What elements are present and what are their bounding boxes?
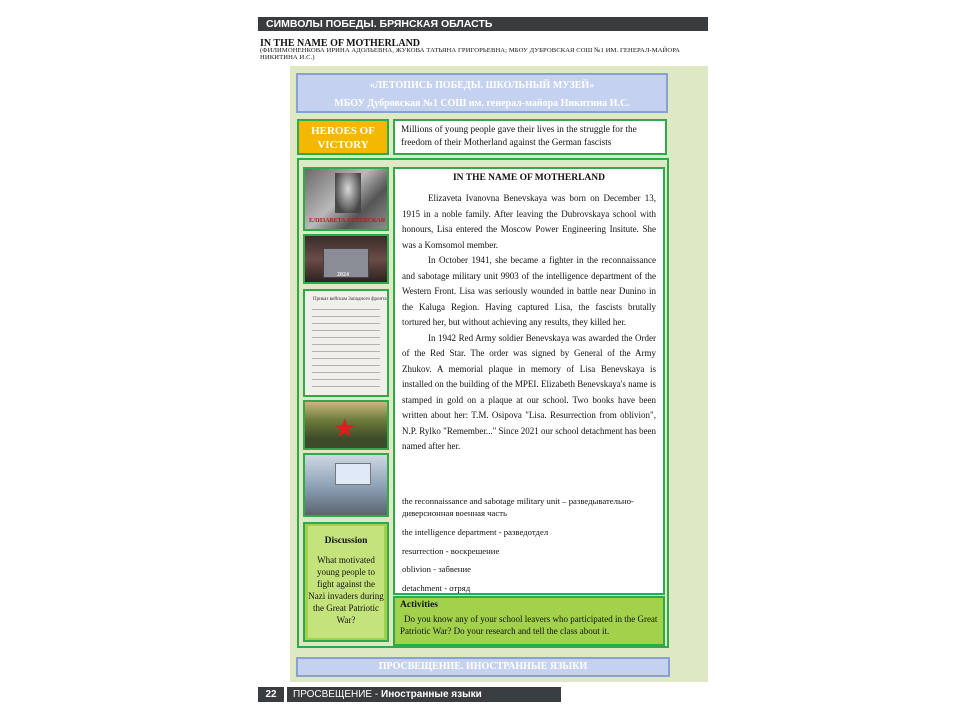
banner-line-1: «ЛЕТОПИСЬ ПОБЕДЫ. ШКОЛЬНЫЙ МУЗЕЙ» <box>369 80 595 91</box>
discussion-inner <box>308 526 384 638</box>
plaque-caption: 2024 <box>337 272 349 278</box>
section-header: СИМВОЛЫ ПОБЕДЫ. БРЯНСКАЯ ОБЛАСТЬ <box>258 17 708 31</box>
discussion-box <box>303 522 389 642</box>
document-text-lines <box>312 309 380 389</box>
activities-title: Activities <box>400 600 438 610</box>
portrait-photo <box>303 167 389 231</box>
document-heading: Приказ войскам Западного фронта <box>313 297 387 302</box>
discussion-text: What motivated young people to fight against the Nazi invaders during the Great Patriotic War? <box>308 555 384 625</box>
vocab-item: detachment - отряд <box>402 583 471 594</box>
vocab-item: the intelligence department - разведотдел <box>402 526 549 537</box>
footer-strip-left: ПРОСВЕЩЕНИЕ - <box>293 689 381 700</box>
paragraph-2: In October 1941, she became a fighter in the reconnaissance and sabotage military unit 9903 of the intelligence department of the Western Front. Lisa was seriously wounded in battle near Dunino in the Kaluga Region. Having captured Lisa, the fascists brutally tortured her, but without achieving any results, they killed her. <box>402 255 656 327</box>
discussion-title: Discussion <box>324 536 368 546</box>
page-number: 22 <box>258 687 284 702</box>
main-text-box <box>393 167 665 595</box>
footer-strip <box>287 687 561 702</box>
vocab-item: oblivion - забвение <box>402 564 471 575</box>
classroom-photo <box>303 453 389 517</box>
portrait-caption: ЕЛИЗАВЕТА БЕНЕВСКАЯ <box>309 218 386 224</box>
activities-text: Do you know any of your school leavers who participated in the Great Patriotic War? Do your research and tell the class about it. <box>400 614 658 636</box>
heroes-label: HEROES OF VICTORY <box>297 119 389 155</box>
museum-banner <box>296 73 668 113</box>
star-icon: ★ <box>333 414 357 443</box>
main-title: IN THE NAME OF MOTHERLAND <box>452 173 605 183</box>
vocab-item: the reconnaissance and sabotage military unit – разведывательно-диверсионная военная часть <box>402 496 634 518</box>
activities-box <box>393 596 665 646</box>
article-authors: (ФИЛИМОНЕНКОВА ИРИНА АДОЛЬЕВНА, ЖУКОВА ТАТЬЯНА ГРИГОРЬЕВНА; МБОУ ДУБРОВСКАЯ СОШ №1 ИМ. ГЕНЕРАЛ-МАЙОРА НИКИТИНА И.С.) <box>260 47 681 62</box>
footer-banner: ПРОСВЕЩЕНИЕ. ИНОСТРАННЫЕ ЯЗЫКИ <box>296 657 670 677</box>
portrait-face <box>335 173 361 213</box>
quote-box: Millions of young people gave their lives in the struggle for the freedom of their Motherland against the German fascists <box>393 119 667 155</box>
article-title: IN THE NAME OF MOTHERLAND <box>260 38 421 49</box>
paragraph-3: In 1942 Red Army soldier Benevskaya was awarded the Order of the Red Star. The order was signed by General of the Army Zhukov. A memorial plaque in memory of Lisa Benevskaya is installed on the building of the MPEI. Elizabeth Benevskaya's name is stamped in gold on a plaque at our school. Two books have been written about her: T.M. Osipova "Lisa. Resurrection from oblivion", N.P. Rylko "Remember..." Since 2021 our school detachment has been named after her. <box>402 332 656 451</box>
paragraph-1: Elizaveta Ivanovna Benevskaya was born on December 13, 1915 in a noble family. After leaving the Dubrovskaya school with honours, Lisa entered the Moscow Power Engineering Insitute. She was a Komsomol member. <box>402 193 656 250</box>
memorial-star-photo <box>303 400 389 450</box>
projector-screen <box>335 463 371 485</box>
memorial-plaque-photo <box>303 234 389 284</box>
vocab-item: resurrection - воскрешение <box>402 545 500 556</box>
footer-strip-right: Иностранные языки <box>381 689 482 700</box>
banner-line-2: МБОУ Дубровская №1 СОШ им. генерал-майора Никитина И.С. <box>334 98 630 109</box>
order-document-photo <box>303 289 389 397</box>
vocabulary-list <box>402 495 656 601</box>
